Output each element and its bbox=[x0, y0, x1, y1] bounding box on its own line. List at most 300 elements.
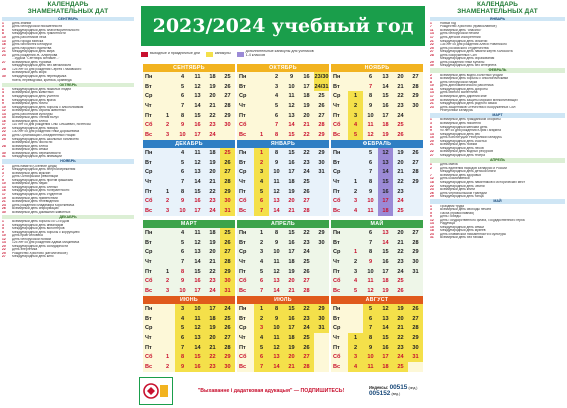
date-description: Международный день танца bbox=[440, 195, 484, 199]
date-description: Всемирный день бережливости bbox=[12, 151, 61, 155]
calendar-day: 31 bbox=[412, 268, 419, 275]
calendar-day: 30 bbox=[408, 343, 423, 353]
calendar-day: 27 bbox=[412, 229, 419, 236]
calendar-day: 22 bbox=[209, 188, 216, 195]
calendar-day: 9 bbox=[180, 278, 185, 285]
calendar-day: 6 bbox=[368, 73, 373, 80]
calendar-day: 19 bbox=[284, 343, 299, 353]
calendar-day bbox=[348, 148, 363, 158]
left-sections bbox=[2, 17, 134, 259]
calendar-day: 5 bbox=[368, 149, 373, 156]
logo-icon bbox=[141, 379, 171, 403]
date-description: Всемирный день свободы печати bbox=[440, 208, 492, 212]
weekday-label: Пт bbox=[333, 188, 340, 195]
weekday-label: Пн bbox=[239, 229, 247, 236]
section-month-title: АПРЕЛЬ bbox=[430, 158, 565, 163]
calendar-day: 8 bbox=[274, 229, 279, 236]
date-day: 8 bbox=[2, 32, 4, 36]
calendar-day bbox=[408, 130, 423, 140]
date-day: 21 bbox=[430, 102, 434, 106]
date-description: Всемирный день приветствий bbox=[12, 196, 58, 200]
date-description: Всемирный день охраны животных bbox=[12, 109, 66, 113]
calendar-day: 31 bbox=[220, 206, 235, 216]
calendar-day: 22 bbox=[303, 229, 310, 236]
calendar-day: 21 bbox=[303, 122, 310, 129]
date-description: Международный день доброты bbox=[440, 87, 488, 91]
calendar-day: 29 bbox=[314, 304, 329, 314]
section-month-title: ДЕКАБРЬ bbox=[2, 215, 134, 220]
calendar-day: 29 bbox=[412, 93, 419, 100]
calendar-day: 1 bbox=[165, 188, 170, 195]
date-day: 27 bbox=[430, 50, 434, 54]
date-day: 30 bbox=[2, 151, 6, 155]
weekday-label: Чт bbox=[239, 334, 246, 341]
calendar-day bbox=[348, 228, 363, 238]
calendar-day: 2 bbox=[259, 239, 264, 246]
date-day: 22 bbox=[430, 150, 434, 154]
calendar-day: 21 bbox=[284, 362, 299, 372]
calendar-day: 26 bbox=[303, 188, 310, 195]
calendar-day: 23 bbox=[397, 188, 404, 195]
calendar-day: 6 bbox=[368, 159, 373, 166]
calendar-day bbox=[314, 352, 329, 362]
calendar-day: 14 bbox=[194, 102, 201, 109]
date-day: 1 bbox=[2, 87, 4, 91]
date-day: 15 bbox=[430, 136, 434, 140]
weekday-label: Пт bbox=[239, 344, 246, 351]
calendar-day: 5 bbox=[180, 239, 185, 246]
dates-list bbox=[2, 165, 134, 215]
calendar-day: 26 bbox=[408, 304, 423, 314]
weekday-label: Пн bbox=[239, 149, 247, 156]
weekday-label: Вс bbox=[333, 207, 341, 214]
date-description: Международный день против фашизма bbox=[12, 178, 73, 182]
calendar-day: 1 bbox=[165, 112, 170, 119]
date-day: 17 bbox=[430, 94, 434, 98]
calendar-day: 27 bbox=[303, 198, 310, 205]
date-day: 30 bbox=[430, 64, 434, 68]
weekday-label: Вс bbox=[333, 287, 341, 294]
calendar-day: 29 bbox=[318, 229, 325, 236]
calendar-day: 17 bbox=[205, 304, 220, 314]
calendar-day: 12 bbox=[273, 268, 280, 275]
calendar-day: 23 bbox=[303, 159, 310, 166]
calendar-day: 30 bbox=[314, 314, 329, 324]
month-calendar bbox=[237, 220, 329, 296]
date-day: 10 bbox=[2, 182, 6, 186]
calendar-day bbox=[160, 91, 175, 101]
calendar-day: 1 bbox=[353, 178, 358, 185]
calendar-day: 20 bbox=[205, 333, 220, 343]
calendar-day: 12 bbox=[194, 83, 201, 90]
left-dates-panel bbox=[2, 0, 134, 408]
calendar-day bbox=[160, 238, 175, 248]
calendar-day bbox=[160, 177, 175, 187]
date-day: 17 bbox=[2, 46, 6, 50]
date-description: День рождения Янки Купалы bbox=[440, 60, 485, 64]
calendar-day bbox=[314, 206, 329, 216]
calendar-day: 24 bbox=[303, 249, 310, 256]
date-description: Международный день счастья bbox=[440, 139, 487, 143]
calendar-day bbox=[314, 257, 329, 267]
date-description: День прав человека bbox=[12, 234, 43, 238]
date-description: День смеха bbox=[440, 163, 458, 167]
calendar-day: 12 bbox=[190, 323, 205, 333]
calendar-day: 3 bbox=[254, 167, 269, 177]
date-description: Всемирный день моря bbox=[12, 71, 47, 75]
weekday-label: Чт bbox=[145, 258, 152, 265]
month-grid bbox=[143, 304, 235, 372]
date-day: 13 bbox=[2, 39, 6, 43]
calendar-day: 4 bbox=[348, 362, 363, 372]
calendar-day bbox=[160, 343, 175, 353]
date-description: Международный день переводчика bbox=[12, 74, 67, 78]
calendar-day: 4 bbox=[353, 207, 358, 214]
calendar-day: 10 bbox=[363, 352, 378, 362]
calendar-day: 22 bbox=[303, 149, 310, 156]
month-calendar bbox=[143, 64, 235, 140]
date-description: День святого Валентина bbox=[440, 91, 478, 95]
calendar-day: 21 bbox=[397, 169, 404, 176]
calendar-day: 26 bbox=[220, 238, 235, 248]
calendar-day: 9 bbox=[289, 73, 294, 80]
weekday-label: Чт bbox=[333, 258, 340, 265]
calendar-day: 7 bbox=[259, 287, 264, 294]
calendar-day: 28 bbox=[318, 122, 325, 129]
date-entry bbox=[430, 109, 565, 113]
date-day: 23 bbox=[430, 105, 434, 109]
calendar-day: 16 bbox=[288, 159, 295, 166]
weekday-label: Вт bbox=[145, 159, 152, 166]
calendar-day: 6 bbox=[259, 278, 264, 285]
weekday-label: Сб bbox=[145, 198, 153, 205]
month-calendar bbox=[237, 64, 329, 140]
date-description: Международный день повара bbox=[12, 126, 58, 130]
weekday-label: Ср bbox=[145, 325, 153, 332]
calendar-row-spring bbox=[143, 220, 423, 296]
calendar-day: 8 bbox=[274, 131, 279, 138]
date-description: День российского студенчества bbox=[440, 46, 489, 50]
calendar-day bbox=[160, 101, 175, 111]
calendar-day: 2 bbox=[165, 363, 170, 370]
legend-holidays: выходные и праздничные дни bbox=[141, 52, 200, 57]
date-description: Всемирный день борьбы со СПИДом bbox=[12, 220, 70, 224]
weekday-label: Ср bbox=[239, 325, 247, 332]
calendar-day: 8 bbox=[175, 352, 190, 362]
calendar-day: 13 bbox=[273, 198, 280, 205]
month-grid bbox=[237, 304, 329, 372]
calendar-day bbox=[408, 286, 423, 296]
legend-swatch-extra bbox=[237, 52, 244, 57]
weekday-label: Ср bbox=[239, 93, 247, 100]
calendar-day: 7 bbox=[254, 362, 269, 372]
month-grid bbox=[331, 228, 423, 296]
calendar-day: 3 bbox=[353, 198, 358, 205]
calendar-day: 12 bbox=[367, 131, 374, 138]
date-day: 9 bbox=[430, 215, 432, 219]
calendar-day: 26 bbox=[397, 131, 404, 138]
date-day: 1 bbox=[430, 21, 432, 25]
calendar-day: 4 bbox=[353, 278, 358, 285]
date-day: 16 bbox=[2, 189, 6, 193]
calendar-day: 19 bbox=[393, 304, 408, 314]
calendar-day: 6 bbox=[180, 169, 185, 176]
calendar-day: 25 bbox=[397, 278, 404, 285]
date-description: День единения народов Беларуси и России bbox=[440, 166, 507, 170]
legend-extra-vacations: дополнительные каникулы для учеников 1-4 классов bbox=[237, 50, 316, 58]
date-day: 11 bbox=[430, 28, 434, 32]
calendar-day: 20 bbox=[303, 112, 310, 119]
dates-list bbox=[430, 163, 565, 198]
date-day: 10 bbox=[2, 35, 6, 39]
weekday-label: Вс bbox=[145, 363, 153, 370]
date-day: 3 bbox=[430, 208, 432, 212]
calendar-day: 12 bbox=[378, 148, 393, 158]
date-description: Всемирный день домашних животных bbox=[12, 210, 71, 214]
section-month-title: ФЕВРАЛЬ bbox=[430, 68, 565, 73]
calendar-day: 25 bbox=[303, 178, 310, 185]
calendar-day: 3 bbox=[175, 304, 190, 314]
calendar-day: 15 bbox=[194, 268, 201, 275]
calendar-day: 19 bbox=[209, 239, 216, 246]
calendar-day: 22 bbox=[299, 304, 314, 314]
calendar-day: 28 bbox=[220, 343, 235, 353]
date-day: 3 bbox=[2, 223, 4, 227]
weekday-label: Вс bbox=[145, 131, 153, 138]
month-calendar bbox=[143, 140, 235, 216]
weekday-label: Вт bbox=[333, 83, 340, 90]
calendar-day: 23 bbox=[209, 198, 216, 205]
date-day: 24 bbox=[2, 203, 6, 207]
calendar-day: 3 bbox=[165, 287, 170, 294]
calendar-day: 11 bbox=[363, 362, 378, 372]
calendar-day: 11 bbox=[190, 314, 205, 324]
calendar-day: 13 bbox=[382, 229, 389, 236]
calendar-day: 29 bbox=[224, 112, 231, 119]
date-day: 5 bbox=[2, 94, 4, 98]
weekday-label: Пн bbox=[333, 73, 341, 80]
calendar-day: 26 bbox=[412, 149, 419, 156]
calendar-day: 27 bbox=[412, 73, 419, 80]
calendar-day: 14 bbox=[378, 167, 393, 177]
dates-list bbox=[2, 88, 134, 159]
section-month-title: МАРТ bbox=[430, 113, 565, 118]
calendar-day: 28 bbox=[220, 257, 235, 267]
date-day: 15 bbox=[2, 116, 6, 120]
calendar-day: 16 bbox=[194, 122, 201, 129]
calendar-day bbox=[160, 82, 175, 92]
date-day: 1 bbox=[2, 220, 4, 224]
calendar-day: 15 bbox=[382, 93, 389, 100]
calendar-day: 6 bbox=[274, 112, 279, 119]
weekday-label: Сб bbox=[145, 278, 153, 285]
calendar-day: 24 bbox=[209, 131, 216, 138]
calendar-day: 24 bbox=[209, 207, 216, 214]
calendar-day: 13 bbox=[194, 93, 201, 100]
calendar-day: 5 bbox=[348, 130, 363, 140]
date-day: 5 bbox=[2, 227, 4, 231]
calendar-day: 9 bbox=[363, 343, 378, 353]
calendar-day: 7 bbox=[274, 122, 279, 129]
date-description: 125 лет со дня рождения Сергея Глазовского bbox=[12, 67, 82, 71]
calendar-day: 14 bbox=[194, 258, 201, 265]
section-month-title: ЯНВАРЬ bbox=[430, 17, 565, 22]
calendar-day: 28 bbox=[412, 239, 419, 246]
date-description: Пасха (православная) bbox=[440, 211, 475, 215]
calendar-day: 22 bbox=[209, 112, 216, 119]
calendar-day: 24 bbox=[397, 268, 404, 275]
calendar-day bbox=[254, 101, 269, 111]
date-description: Всемирный день водных ресурсов bbox=[440, 150, 493, 154]
calendar-day: 4 bbox=[180, 73, 185, 80]
date-day: 26 bbox=[2, 207, 6, 211]
calendar-day bbox=[160, 304, 175, 314]
calendar-day: 26 bbox=[397, 287, 404, 294]
calendar-day: 2 bbox=[254, 314, 269, 324]
calendar-day: 4 bbox=[175, 314, 190, 324]
calendar-day: 9 bbox=[274, 159, 279, 166]
calendar-day: 16 bbox=[288, 239, 295, 246]
calendar-day: 25 bbox=[397, 122, 404, 129]
calendar-day: 15 bbox=[284, 304, 299, 314]
date-description: Всемирный день гражданской обороны bbox=[440, 118, 501, 122]
calendar-day: 2 bbox=[353, 188, 358, 195]
calendar-day: 23/30 bbox=[314, 73, 329, 80]
calendar-day: 31 bbox=[408, 352, 423, 362]
date-description: Всемирный день книги bbox=[440, 188, 475, 192]
calendar-day: 2 bbox=[348, 343, 363, 353]
date-day: 1 bbox=[2, 21, 4, 25]
right-sections bbox=[430, 17, 565, 240]
calendar-day: 1 bbox=[353, 249, 358, 256]
weekday-label: Пн bbox=[145, 305, 153, 312]
date-day: 3 bbox=[2, 171, 4, 175]
calendar-day: 15 bbox=[190, 352, 205, 362]
date-day: 16 bbox=[2, 119, 6, 123]
month-grid bbox=[237, 228, 329, 296]
calendar-day: 3 bbox=[348, 111, 363, 121]
weekday-label: Вт bbox=[333, 315, 340, 322]
calendar-day: 27 bbox=[318, 112, 325, 119]
date-day: 20 bbox=[2, 126, 6, 130]
calendar-day: 24 bbox=[393, 352, 408, 362]
weekday-label: Пт bbox=[145, 188, 152, 195]
calendar-day: 16 bbox=[382, 102, 389, 109]
dates-list bbox=[2, 22, 134, 82]
date-day: 12 bbox=[430, 218, 434, 222]
calendar-day bbox=[314, 362, 329, 372]
month-title: ОКТЯБРЬ bbox=[237, 64, 329, 72]
calendar-day: 8 bbox=[368, 249, 373, 256]
date-day: 14 bbox=[430, 132, 434, 136]
calendar-day: 13 bbox=[194, 169, 201, 176]
calendar-day: 18 bbox=[382, 278, 389, 285]
calendar-day: 28 bbox=[412, 83, 419, 90]
calendar-day: 31 bbox=[314, 323, 329, 333]
date-description: 90 лет со дня рождения Юрия Гагарина bbox=[440, 129, 501, 133]
calendar-day: 27 bbox=[220, 247, 235, 257]
date-day: 30 bbox=[2, 74, 6, 78]
calendar-day: 23 bbox=[205, 362, 220, 372]
weekday-label: Пт bbox=[145, 268, 152, 275]
calendar-day bbox=[314, 333, 329, 343]
date-description: Всемирный день мужчин bbox=[12, 171, 51, 175]
calendar-day: 20 bbox=[209, 169, 216, 176]
calendar-day: 17 bbox=[378, 352, 393, 362]
date-description: Международный день лесов bbox=[440, 146, 484, 150]
date-day: 24 bbox=[430, 232, 434, 236]
weekday-label: Пт bbox=[239, 268, 246, 275]
date-day: 14 bbox=[430, 32, 434, 36]
date-day: 27 bbox=[430, 153, 434, 157]
date-description: поэта, переводчика, критика, краеведа bbox=[12, 78, 72, 82]
calendar-day: 25 bbox=[299, 333, 314, 343]
date-description: Республики Беларусь bbox=[440, 109, 474, 113]
date-description: День энергетика bbox=[12, 248, 38, 252]
calendar-day bbox=[254, 72, 269, 82]
date-description: День дипломатического работника bbox=[440, 84, 494, 88]
calendar-day: 3 bbox=[254, 323, 269, 333]
date-day: 27 bbox=[2, 255, 6, 259]
date-description: Всемирный день числа пи bbox=[12, 141, 53, 145]
calendar-day: 12 bbox=[194, 239, 201, 246]
calendar-day: 19 bbox=[303, 102, 310, 109]
calendar-day bbox=[160, 314, 175, 324]
date-day: 10 bbox=[2, 234, 6, 238]
month-grid bbox=[143, 72, 235, 140]
calendar-day: 3 bbox=[348, 352, 363, 362]
date-description: Международный день родного языка bbox=[440, 102, 497, 106]
calendar-day: 23 bbox=[393, 343, 408, 353]
date-day: 29 bbox=[430, 195, 434, 199]
date-day: 6 bbox=[2, 28, 4, 32]
weekday-label: Пн bbox=[333, 305, 341, 312]
calendar-day: 10 bbox=[288, 83, 295, 90]
calendar-day: 6 bbox=[254, 352, 269, 362]
calendar-day: 1 bbox=[254, 148, 269, 158]
weekday-label: Вс bbox=[333, 131, 341, 138]
calendar-day: 30 bbox=[224, 122, 231, 129]
calendar-day: 13 bbox=[288, 112, 295, 119]
calendar-day: 14 bbox=[378, 323, 393, 333]
calendar-day: 28 bbox=[220, 177, 235, 187]
calendar-day: 25 bbox=[318, 93, 325, 100]
calendar-day: 20 bbox=[288, 278, 295, 285]
month-title: СЕНТЯБРЬ bbox=[143, 64, 235, 72]
date-entry bbox=[430, 195, 565, 199]
weekday-label: Чт bbox=[145, 334, 152, 341]
weekday-label: Чт bbox=[239, 258, 246, 265]
month-calendar bbox=[237, 296, 329, 372]
weekday-label: Вс bbox=[239, 131, 247, 138]
date-description: Международный день музеев bbox=[440, 229, 486, 233]
weekday-label: Ср bbox=[333, 249, 341, 256]
date-entry bbox=[430, 236, 565, 240]
calendar-day: 8 bbox=[180, 188, 185, 195]
calendar-day: 2 bbox=[353, 258, 358, 265]
date-description: Международный день борьбы с коррупцией bbox=[12, 230, 80, 234]
weekday-label: Сб bbox=[333, 278, 341, 285]
date-description: День работников культуры bbox=[12, 112, 53, 116]
month-grid bbox=[331, 72, 423, 140]
calendar-day bbox=[160, 72, 175, 82]
calendar-day: 11 bbox=[194, 229, 201, 236]
date-description: День защитников Отечества и Вооружённых Сил bbox=[440, 105, 516, 109]
calendar-day: 18 bbox=[209, 229, 216, 236]
date-day: 10 bbox=[430, 84, 434, 88]
calendar-day bbox=[254, 111, 269, 121]
date-day: 7 bbox=[430, 173, 432, 177]
